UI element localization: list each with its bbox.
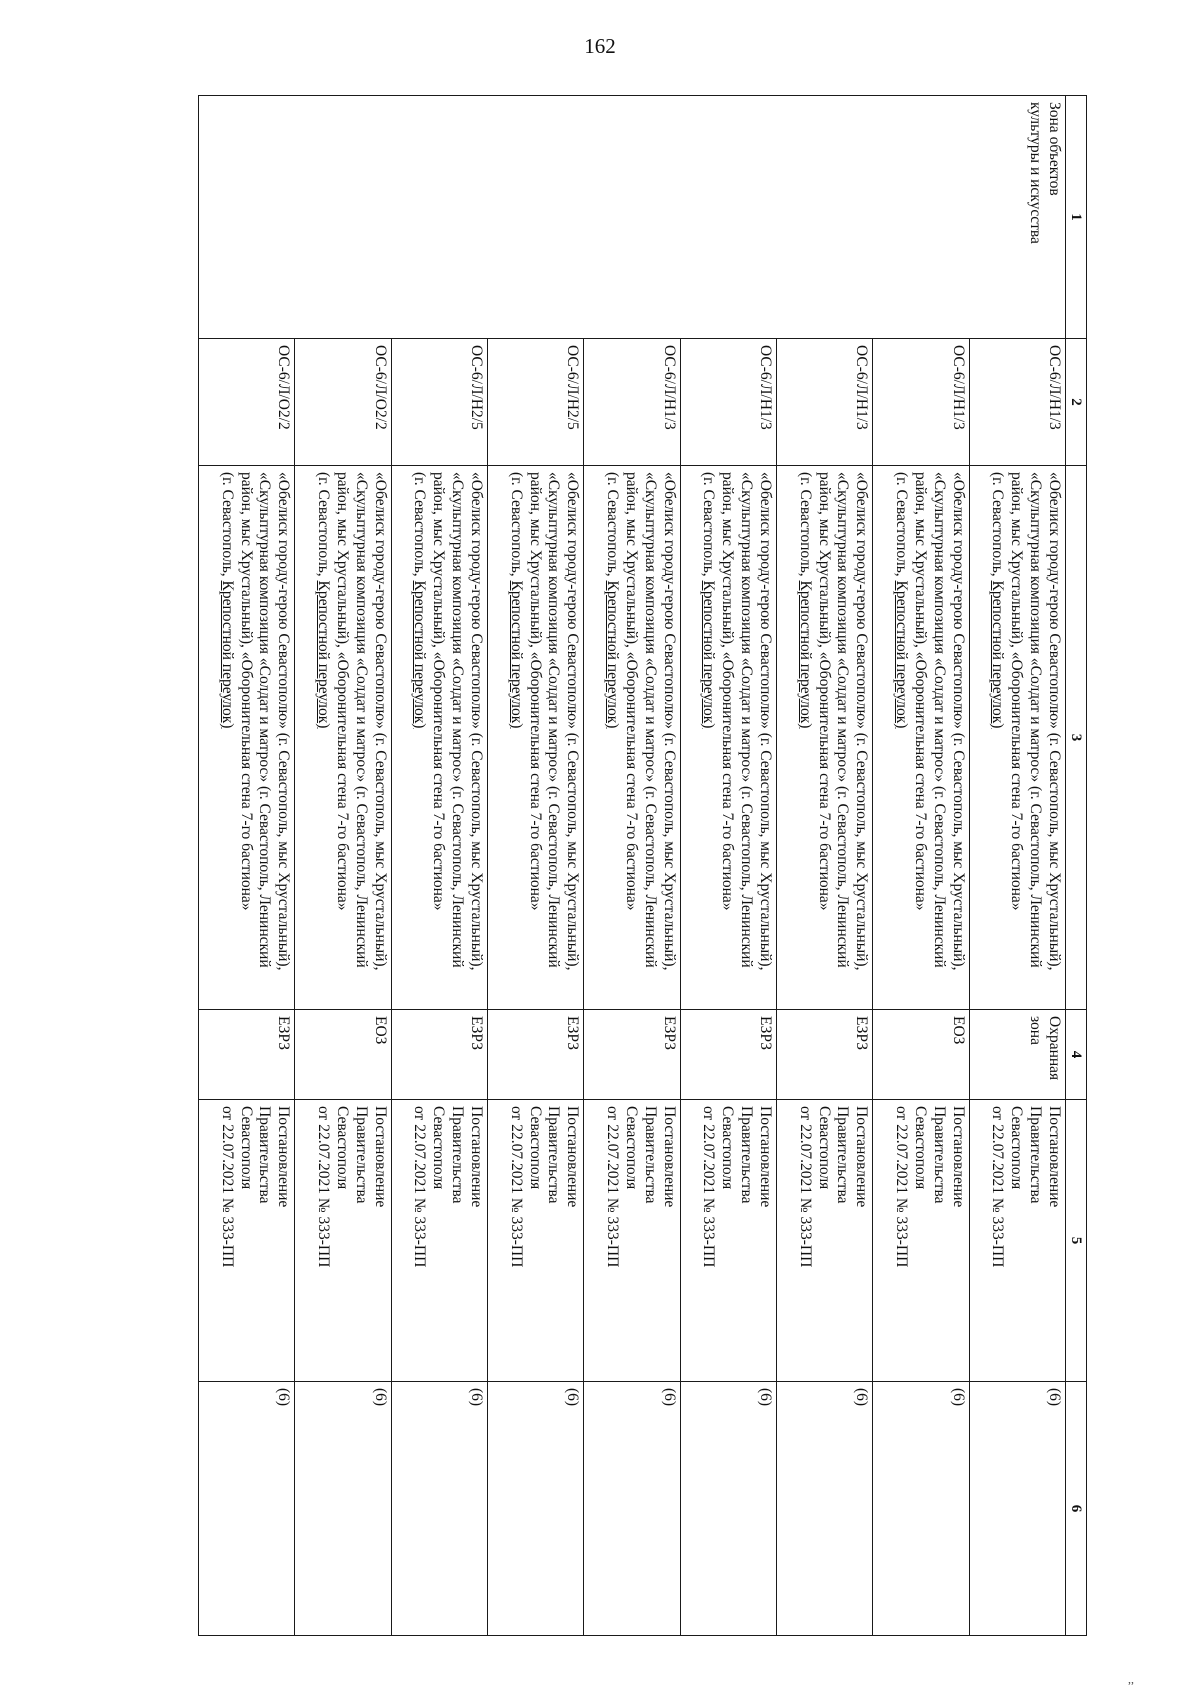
zone-type-cell: ЕЗРЗ <box>584 1010 680 1100</box>
zone-type-cell: ЕЗРЗ <box>391 1010 487 1100</box>
document-line: Правительства <box>256 1106 274 1204</box>
rotated-table-container <box>198 95 1087 1635</box>
document-line: Постановление <box>757 1106 775 1208</box>
column-header-5: 5 <box>1066 1100 1087 1382</box>
note-cell: (6) <box>584 1382 680 1636</box>
zone-name-cell: Зона объектов культуры и искусства <box>199 96 1066 339</box>
legal-document-cell <box>584 1100 680 1382</box>
zone-code-cell: ОС-6/Л/Н1/3 <box>680 339 776 466</box>
underlined-street-name: Крепостной переулок) <box>507 580 525 729</box>
legal-document-cell <box>777 1100 873 1382</box>
description-line <box>409 472 428 1003</box>
legal-document-cell <box>295 1100 391 1382</box>
document-line: Севастополя <box>815 1106 833 1190</box>
description-line <box>217 472 236 1003</box>
description-line: «Обелиск городу-герою Севастополю» (г. Севастополь, мыс Хрустальный), <box>660 472 678 971</box>
table-row <box>969 96 1065 1636</box>
description-line: район, мыс Хрустальный), «Оборонительная стена 7-го бастиона» <box>430 472 448 911</box>
description-line: «Обелиск городу-герою Севастополю» (г. Севастополь, мыс Хрустальный), <box>757 472 775 971</box>
object-description-cell <box>680 466 776 1010</box>
description-line: «Скульптурная композиция «Солдат и матрос» (г. Севастополь, Ленинский <box>834 472 852 968</box>
document-line: Постановление <box>660 1106 678 1208</box>
description-line <box>313 472 332 1003</box>
header-row <box>1066 96 1087 1636</box>
object-description-cell <box>295 466 391 1010</box>
description-line-part: (г. Севастополь, <box>507 472 525 581</box>
description-line: «Скульптурная композиция «Солдат и матрос» (г. Севастополь, Ленинский <box>1027 472 1045 968</box>
description-line: «Скульптурная композиция «Солдат и матрос» (г. Севастополь, Ленинский <box>256 472 274 968</box>
zone-type-cell: ЕЗРЗ <box>680 1010 776 1100</box>
document-line: Севастополя <box>237 1106 255 1190</box>
document-line: от 22.07.2021 № 333-ПП <box>507 1106 525 1268</box>
description-line-part: (г. Севастополь, <box>411 472 429 581</box>
object-description-cell <box>488 466 584 1010</box>
scan-mark: ,, <box>1128 1672 1134 1686</box>
description-line: район, мыс Хрустальный), «Оборонительная стена 7-го бастиона» <box>237 472 255 911</box>
description-line: «Обелиск городу-герою Севастополю» (г. Севастополь, мыс Хрустальный), <box>275 472 293 971</box>
zone-type-cell: ЕЗРЗ <box>488 1010 584 1100</box>
description-line <box>795 472 814 1003</box>
document-line: Правительства <box>449 1106 467 1204</box>
underlined-street-name: Крепостной переулок) <box>411 580 429 729</box>
underlined-street-name: Крепостной переулок) <box>892 580 910 729</box>
document-line: от 22.07.2021 № 333-ПП <box>892 1106 910 1268</box>
table-header <box>1066 96 1087 1636</box>
description-line-part: (г. Севастополь, <box>796 472 814 581</box>
note-cell: (6) <box>199 1382 295 1636</box>
document-line: от 22.07.2021 № 333-ПП <box>989 1106 1007 1268</box>
document-line: от 22.07.2021 № 333-ПП <box>700 1106 718 1268</box>
document-line: от 22.07.2021 № 333-ПП <box>796 1106 814 1268</box>
zone-type-cell: ЕЗРЗ <box>199 1010 295 1100</box>
zone-code-cell: ОС-6/Л/Н2/5 <box>488 339 584 466</box>
document-line: Постановление <box>371 1106 389 1208</box>
note-cell: (6) <box>488 1382 584 1636</box>
description-line: район, мыс Хрустальный), «Оборонительная стена 7-го бастиона» <box>526 472 544 911</box>
legal-document-cell <box>873 1100 969 1382</box>
description-line-part: (г. Севастополь, <box>700 472 718 581</box>
description-line <box>698 472 717 1003</box>
document-line: от 22.07.2021 № 333-ПП <box>218 1106 236 1268</box>
description-line-part: (г. Севастополь, <box>892 472 910 581</box>
description-line: «Скульптурная композиция «Солдат и матрос» (г. Севастополь, Ленинский <box>449 472 467 968</box>
zone-code-cell: ОС-6/Л/О2/2 <box>295 339 391 466</box>
column-header-1: 1 <box>1066 96 1087 339</box>
description-line: район, мыс Хрустальный), «Оборонительная стена 7-го бастиона» <box>333 472 351 911</box>
underlined-street-name: Крепостной переулок) <box>603 580 621 729</box>
description-line: район, мыс Хрустальный), «Оборонительная стена 7-го бастиона» <box>622 472 640 911</box>
description-line: район, мыс Хрустальный), «Оборонительная стена 7-го бастиона» <box>1008 472 1026 911</box>
column-header-2: 2 <box>1066 339 1087 466</box>
legal-document-cell <box>680 1100 776 1382</box>
object-description-cell <box>199 466 295 1010</box>
description-line <box>891 472 910 1003</box>
underlined-street-name: Крепостной переулок) <box>796 580 814 729</box>
zones-table <box>198 95 1087 1636</box>
object-description-cell <box>584 466 680 1010</box>
note-cell: (6) <box>777 1382 873 1636</box>
document-line: Постановление <box>564 1106 582 1208</box>
description-line: «Обелиск городу-герою Севастополю» (г. Севастополь, мыс Хрустальный), <box>564 472 582 971</box>
document-line: от 22.07.2021 № 333-ПП <box>314 1106 332 1268</box>
zone-code-cell: ОС-6/Л/Н1/3 <box>584 339 680 466</box>
document-line: Постановление <box>1046 1106 1063 1208</box>
description-line-part: (г. Севастополь, <box>603 472 621 581</box>
document-line: Правительства <box>930 1106 948 1204</box>
column-header-6: 6 <box>1066 1382 1087 1636</box>
description-line-part: (г. Севастополь, <box>314 472 332 581</box>
document-line: Севастополя <box>333 1106 351 1190</box>
description-line: «Обелиск городу-герою Севастополю» (г. Севастополь, мыс Хрустальный), <box>853 472 871 971</box>
zone-code-cell: ОС-6/Л/О2/2 <box>199 339 295 466</box>
legal-document-cell <box>391 1100 487 1382</box>
underlined-street-name: Крепостной переулок) <box>314 580 332 729</box>
column-header-4: 4 <box>1066 1010 1087 1100</box>
document-line: Севастополя <box>430 1106 448 1190</box>
document-line: Правительства <box>834 1106 852 1204</box>
description-line: «Скульптурная композиция «Солдат и матрос» (г. Севастополь, Ленинский <box>545 472 563 968</box>
zone-code-cell: ОС-6/Л/Н1/3 <box>777 339 873 466</box>
document-line: Правительства <box>545 1106 563 1204</box>
table-body <box>199 96 1066 1636</box>
zone-code-cell: ОС-6/Л/Н1/3 <box>873 339 969 466</box>
description-line-part: (г. Севастополь, <box>989 472 1007 581</box>
zone-code-cell: ОС-6/Л/Н2/5 <box>391 339 487 466</box>
underlined-street-name: Крепостной переулок) <box>700 580 718 729</box>
description-line <box>987 472 1006 1003</box>
legal-document-cell <box>199 1100 295 1382</box>
document-line: Постановление <box>853 1106 871 1208</box>
description-line: «Обелиск городу-герою Севастополю» (г. Севастополь, мыс Хрустальный), <box>371 472 389 971</box>
description-line: «Скульптурная композиция «Солдат и матрос» (г. Севастополь, Ленинский <box>930 472 948 968</box>
document-line: Правительства <box>1027 1106 1045 1204</box>
description-line: «Обелиск городу-герою Севастополю» (г. Севастополь, мыс Хрустальный), <box>468 472 486 971</box>
note-cell: (6) <box>969 1382 1065 1636</box>
note-cell: (6) <box>680 1382 776 1636</box>
description-line: «Скульптурная композиция «Солдат и матрос» (г. Севастополь, Ленинский <box>641 472 659 968</box>
zone-type-cell: ЕОЗ <box>873 1010 969 1100</box>
legal-document-cell <box>969 1100 1065 1382</box>
object-description-cell <box>873 466 969 1010</box>
zone-type-cell: Охранная зона <box>969 1010 1065 1100</box>
description-line: район, мыс Хрустальный), «Оборонительная стена 7-го бастиона» <box>719 472 737 911</box>
zone-code-cell: ОС-6/Л/Н1/3 <box>969 339 1065 466</box>
note-cell: (6) <box>295 1382 391 1636</box>
document-line: Постановление <box>949 1106 967 1208</box>
document-line: Правительства <box>641 1106 659 1204</box>
note-cell: (6) <box>391 1382 487 1636</box>
note-cell: (6) <box>873 1382 969 1636</box>
description-line: «Обелиск городу-герою Севастополю» (г. Севастополь, мыс Хрустальный), <box>949 472 967 971</box>
page-number: 162 <box>584 34 616 58</box>
legal-document-cell <box>488 1100 584 1382</box>
description-line: «Скульптурная композиция «Солдат и матрос» (г. Севастополь, Ленинский <box>352 472 370 968</box>
description-line-part: (г. Севастополь, <box>218 472 236 581</box>
document-line: Севастополя <box>622 1106 640 1190</box>
description-line: «Скульптурная композиция «Солдат и матрос» (г. Севастополь, Ленинский <box>738 472 756 968</box>
description-line <box>602 472 621 1003</box>
document-line: Правительства <box>738 1106 756 1204</box>
object-description-cell <box>969 466 1065 1010</box>
object-description-cell <box>777 466 873 1010</box>
document-line: Постановление <box>275 1106 293 1208</box>
description-line: «Обелиск городу-герою Севастополю» (г. Севастополь, мыс Хрустальный), <box>1046 472 1063 971</box>
document-line: Постановление <box>468 1106 486 1208</box>
underlined-street-name: Крепостной переулок) <box>989 580 1007 729</box>
document-line: Севастополя <box>526 1106 544 1190</box>
document-line: от 22.07.2021 № 333-ПП <box>603 1106 621 1268</box>
document-line: Севастополя <box>1008 1106 1026 1190</box>
underlined-street-name: Крепостной переулок) <box>218 580 236 729</box>
description-line: район, мыс Хрустальный), «Оборонительная стена 7-го бастиона» <box>815 472 833 911</box>
document-line: Правительства <box>352 1106 370 1204</box>
document-line: от 22.07.2021 № 333-ПП <box>411 1106 429 1268</box>
description-line: район, мыс Хрустальный), «Оборонительная стена 7-го бастиона» <box>911 472 929 911</box>
column-header-3: 3 <box>1066 466 1087 1010</box>
document-line: Севастополя <box>911 1106 929 1190</box>
object-description-cell <box>391 466 487 1010</box>
zone-type-cell: ЕЗРЗ <box>777 1010 873 1100</box>
description-line <box>506 472 525 1003</box>
zone-type-cell: ЕОЗ <box>295 1010 391 1100</box>
document-line: Севастополя <box>719 1106 737 1190</box>
